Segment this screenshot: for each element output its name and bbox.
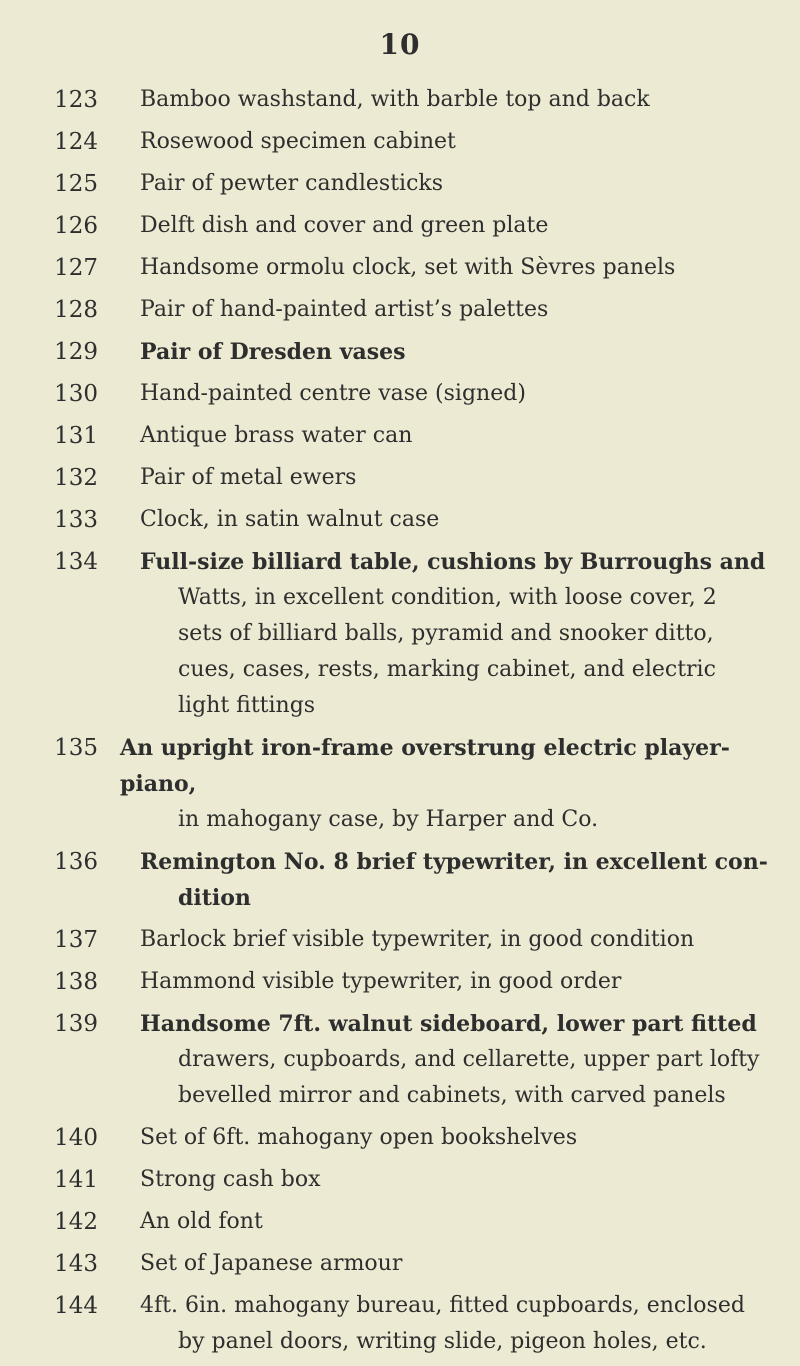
lot-number: 142 (54, 1209, 98, 1235)
lot-description-line: Strong cash box (140, 1167, 321, 1192)
lot-description-line: Barlock brief visible typewriter, in good condition (140, 927, 695, 952)
lot-item (0, 124, 800, 160)
lot-description-line: Antique brass water can (140, 423, 413, 448)
lot-number: 138 (54, 969, 98, 995)
lot-number: 133 (54, 507, 98, 533)
lot-number: 130 (54, 381, 98, 407)
lot-item (0, 376, 800, 412)
lot-description (140, 460, 780, 496)
lot-item (0, 334, 800, 370)
lot-description (140, 1246, 780, 1282)
lot-description (140, 1162, 780, 1198)
lot-number: 141 (54, 1167, 98, 1193)
lot-description (140, 208, 780, 244)
lot-description-line: Handsome ormolu clock, set with Sèvres panels (140, 255, 676, 280)
lot-description-line: Set of 6ft. mahogany open bookshelves (140, 1125, 578, 1150)
lot-item (0, 1120, 800, 1156)
lot-number: 131 (54, 423, 98, 449)
lot-number: 143 (54, 1251, 98, 1277)
lot-item (0, 250, 800, 286)
lot-item (0, 1006, 800, 1114)
lot-number: 136 (54, 849, 98, 875)
lot-description-line: Remington No. 8 brief typewriter, in excellent con- (140, 849, 768, 875)
lot-item (0, 1246, 800, 1282)
lot-number: 127 (54, 255, 98, 281)
lot-number: 128 (54, 297, 98, 323)
lot-number: 135 (54, 735, 98, 761)
lot-description-line: Hammond visible typewriter, in good order (140, 969, 622, 994)
lot-item (0, 964, 800, 1000)
lot-number: 129 (54, 339, 98, 365)
lot-description (120, 730, 760, 838)
lot-description-line: Bamboo washstand, with barble top and back (140, 87, 650, 112)
lot-description (140, 1006, 780, 1114)
lot-description-line: An upright iron-frame overstrung electric player-piano, (120, 735, 730, 797)
lot-description-line: bevelled mirror and cabinets, with carved panels (178, 1083, 726, 1108)
lot-number: 126 (54, 213, 98, 239)
lot-description (140, 124, 780, 160)
lot-number: 132 (54, 465, 98, 491)
lot-description (140, 964, 780, 1000)
lot-description (140, 1120, 780, 1156)
lot-description (140, 334, 780, 370)
lot-description (140, 544, 780, 724)
lot-description-line: Pair of hand-painted artist’s palettes (140, 297, 549, 322)
lot-description-line: Rosewood specimen cabinet (140, 129, 456, 154)
lot-item (0, 208, 800, 244)
lot-description (140, 292, 780, 328)
lot-item (0, 502, 800, 538)
lot-number: 125 (54, 171, 98, 197)
lot-item (0, 1288, 800, 1360)
lot-description-line: Set of Japanese armour (140, 1251, 403, 1276)
lot-description-line: dition (178, 885, 251, 911)
lot-number: 137 (54, 927, 98, 953)
lot-number: 123 (54, 87, 98, 113)
lot-description-line: light fittings (178, 693, 316, 718)
lot-list (0, 82, 800, 1366)
lot-description-line: Watts, in excellent condition, with loose cover, 2 (178, 585, 717, 610)
lot-description-line: Handsome 7ft. walnut sideboard, lower part fitted (140, 1011, 757, 1037)
lot-item (0, 922, 800, 958)
lot-description-line: An old font (140, 1209, 263, 1234)
lot-item (0, 844, 800, 916)
lot-description-line: Full-size billiard table, cushions by Burroughs and (140, 549, 766, 575)
lot-description-line: Hand-painted centre vase (signed) (140, 381, 526, 406)
lot-number: 139 (54, 1011, 98, 1037)
lot-number: 134 (54, 549, 98, 575)
lot-description (140, 1288, 780, 1360)
lot-description-line: drawers, cupboards, and cellarette, upper part lofty (178, 1047, 760, 1072)
lot-item (0, 82, 800, 118)
lot-number: 144 (54, 1293, 98, 1319)
lot-number: 124 (54, 129, 98, 155)
lot-description (140, 1204, 780, 1240)
lot-item (0, 730, 800, 838)
lot-item (0, 1204, 800, 1240)
lot-description-line: 4ft. 6in. mahogany bureau, fitted cupboards, enclosed (140, 1293, 745, 1318)
lot-description (140, 250, 780, 286)
lot-item (0, 460, 800, 496)
lot-description (140, 844, 780, 916)
page-number: 10 (379, 28, 421, 61)
lot-item (0, 166, 800, 202)
lot-description (140, 418, 780, 454)
lot-description-line: Clock, in satin walnut case (140, 507, 440, 532)
lot-item (0, 418, 800, 454)
lot-description (140, 82, 780, 118)
lot-description-line: cues, cases, rests, marking cabinet, and electric (178, 657, 716, 682)
lot-description (140, 922, 780, 958)
lot-description (140, 166, 780, 202)
lot-description-line: Pair of Dresden vases (140, 339, 406, 365)
lot-description (140, 502, 780, 538)
lot-item (0, 1162, 800, 1198)
lot-description-line: sets of billiard balls, pyramid and snooker ditto, (178, 621, 714, 646)
lot-item (0, 544, 800, 724)
lot-description-line: in mahogany case, by Harper and Co. (178, 807, 599, 832)
lot-description-line: Pair of metal ewers (140, 465, 357, 490)
lot-description (140, 376, 780, 412)
lot-description-line: Pair of pewter candlesticks (140, 171, 444, 196)
lot-item (0, 292, 800, 328)
lot-description-line: by panel doors, writing slide, pigeon holes, etc. (178, 1329, 707, 1354)
lot-number: 140 (54, 1125, 98, 1151)
lot-description-line: Delft dish and cover and green plate (140, 213, 549, 238)
